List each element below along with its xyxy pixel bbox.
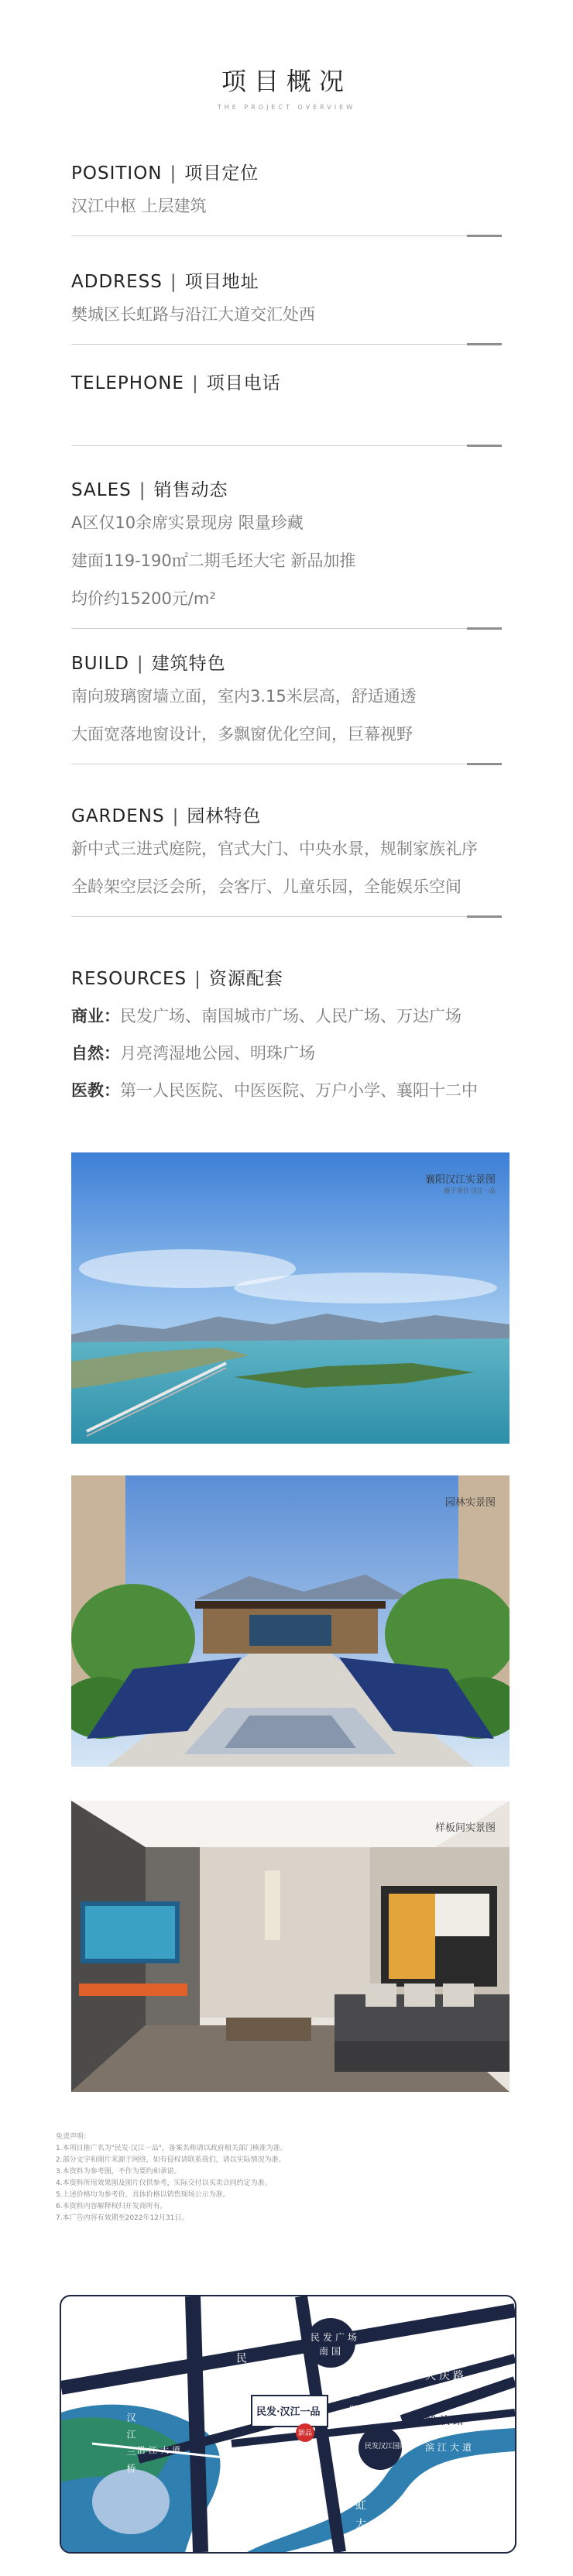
section-divider [71,763,502,765]
resource-text: 月亮湾湿地公园、明珠广场 [120,1044,315,1063]
heading-zh: 销售动态 [153,480,228,500]
heading-en: RESOURCES [71,969,187,989]
resource-item-medical-education [71,1072,502,1109]
map-place-label: 汉江 [256,2475,271,2515]
disclaimer-notes [56,2131,520,2224]
body-line: 大面宽落地窗设计，多飘窗优化空间，巨幕视野 [71,725,413,744]
section-heading [71,476,502,501]
section-gardens [71,802,502,918]
section-heading [71,159,502,184]
heading-en: GARDENS [71,806,165,826]
heading-separator: | [136,654,144,674]
section-body [71,678,502,754]
section-heading [71,369,502,394]
note-line: 2.部分文字和图片来源于网络，如有侵权请联系我们，请以实际情况为准。 [56,2156,286,2164]
note-line: 4.本资料所用效果图及图片仅供参考，实际交付以买卖合同约定为准。 [56,2179,272,2187]
location-map[interactable] [60,2295,516,2554]
section-sales [71,476,502,630]
body-line: 南向玻璃窗墙立面，室内3.15米层高，舒适通透 [71,687,417,706]
living-room-image [71,1801,510,2092]
photo-caption-sub: 摄于项目 汉江一品 [444,1187,496,1194]
heading-separator: | [191,373,199,393]
section-divider [71,627,502,630]
note-line: 6.本资料内容解释权归开发商所有。 [56,2203,167,2210]
body-line: 樊城区长虹路与沿江大道交汇处西 [71,305,315,324]
resource-text: 第一人民医院、中医医院、万户小学、襄阳十二中 [120,1081,478,1100]
section-body [71,187,502,225]
heading-separator: | [194,969,201,989]
note-line: 免责声明： [56,2133,91,2141]
map-road-label: 汉江三桥 [125,2413,136,2481]
resource-label: 商业： [71,1007,120,1025]
body-line: 建面119-190㎡二期毛坯大宅 新品加推 [71,551,356,570]
section-divider [71,343,502,345]
resource-item-nature [71,1035,502,1072]
photo-caption: 样板间实景图 [434,1822,496,1834]
body-line: 汉江中枢 上层建筑 [71,197,207,215]
section-divider [71,915,502,918]
heading-zh: 园林特色 [187,806,262,826]
section-body [71,830,502,906]
section-heading [71,267,502,293]
map-road-label: 长虹路 [348,2368,360,2423]
resource-list [71,998,502,1109]
heading-separator: | [139,480,146,500]
heading-zh: 项目定位 [184,163,259,184]
heading-en: TELEPHONE [71,373,184,393]
body-line: 均价约15200元/m² [71,589,216,608]
map-road-label: 长虹大桥 [338,2481,366,2537]
note-line: 3.本资料为参考图，不作为要约和承诺。 [56,2168,181,2176]
section-heading [71,649,502,675]
heading-en: ADDRESS [71,272,163,292]
heading-separator: | [172,806,180,826]
resource-label: 医教： [71,1081,120,1100]
note-line: 7.本广告内容有效期至2022年12月31日。 [56,2214,189,2222]
section-build [71,649,502,765]
body-line: 新中式三进式庭院，官式大门、中央水景，规制家族礼序 [71,840,478,858]
section-body [71,296,502,334]
section-position [71,159,502,237]
map-place-label: 南国 [319,2346,345,2357]
page-subtitle: THE PROJECT OVERVIEW [217,104,356,111]
map-place-label: 民发汉江国际 [365,2443,407,2451]
heading-zh: 建筑特色 [151,654,226,674]
map-road-label: 沿江大道 [137,2445,184,2455]
section-body [71,504,502,618]
heading-en: SALES [71,480,132,500]
section-heading [71,802,502,827]
map-project-marker[interactable]: 民发·汉江一品 [256,2406,321,2418]
heading-separator: | [170,163,177,184]
body-line: A区仅10余席实景现房 限量珍藏 [71,513,304,532]
heading-zh: 项目电话 [206,373,281,393]
resource-text: 民发广场、南国城市广场、人民广场、万达广场 [120,1007,461,1025]
map-road-label: 大庆路 [425,2370,467,2382]
section-divider [71,445,502,447]
section-address [71,267,502,345]
section-telephone [71,369,502,447]
phone-value[interactable] [71,397,502,435]
photo-river-view [71,1152,510,1444]
resource-item-commerce [71,998,502,1035]
section-resources [71,964,502,1109]
map-place-label: 民发广场 [311,2332,361,2343]
heading-separator: | [170,272,177,292]
section-heading [71,964,502,990]
page-title: 项目概况 [221,67,352,96]
map-new-badge: 新品 [298,2430,313,2437]
body-line: 全龄架空层泛会所，会客厅、儿童乐园，全能娱乐空间 [71,878,461,896]
heading-en: POSITION [71,163,163,184]
map-road-label: 滨江大道 [425,2442,475,2453]
section-divider [71,235,502,237]
resource-label: 自然： [71,1044,120,1063]
photo-sample-room [71,1801,510,2092]
map-road-label: 人民路 [235,2334,247,2389]
garden-image [71,1475,510,1767]
heading-zh: 项目地址 [184,272,259,292]
heading-en: BUILD [71,654,129,674]
river-landscape-image [71,1152,510,1444]
photo-caption: 园林实景图 [444,1497,496,1509]
note-line: 1.本项目推广名为"民发·汉江一品"，备案名称请以政府相关部门核准为准。 [56,2145,287,2152]
photo-caption: 襄阳汉江实景图 [424,1174,496,1186]
map-road-label: 解放路 [425,2415,467,2427]
heading-zh: 资源配套 [208,969,283,989]
photo-garden [71,1475,510,1767]
note-line: 5.上述价格均为参考价，具体价格以销售现场公示为准。 [56,2191,230,2199]
